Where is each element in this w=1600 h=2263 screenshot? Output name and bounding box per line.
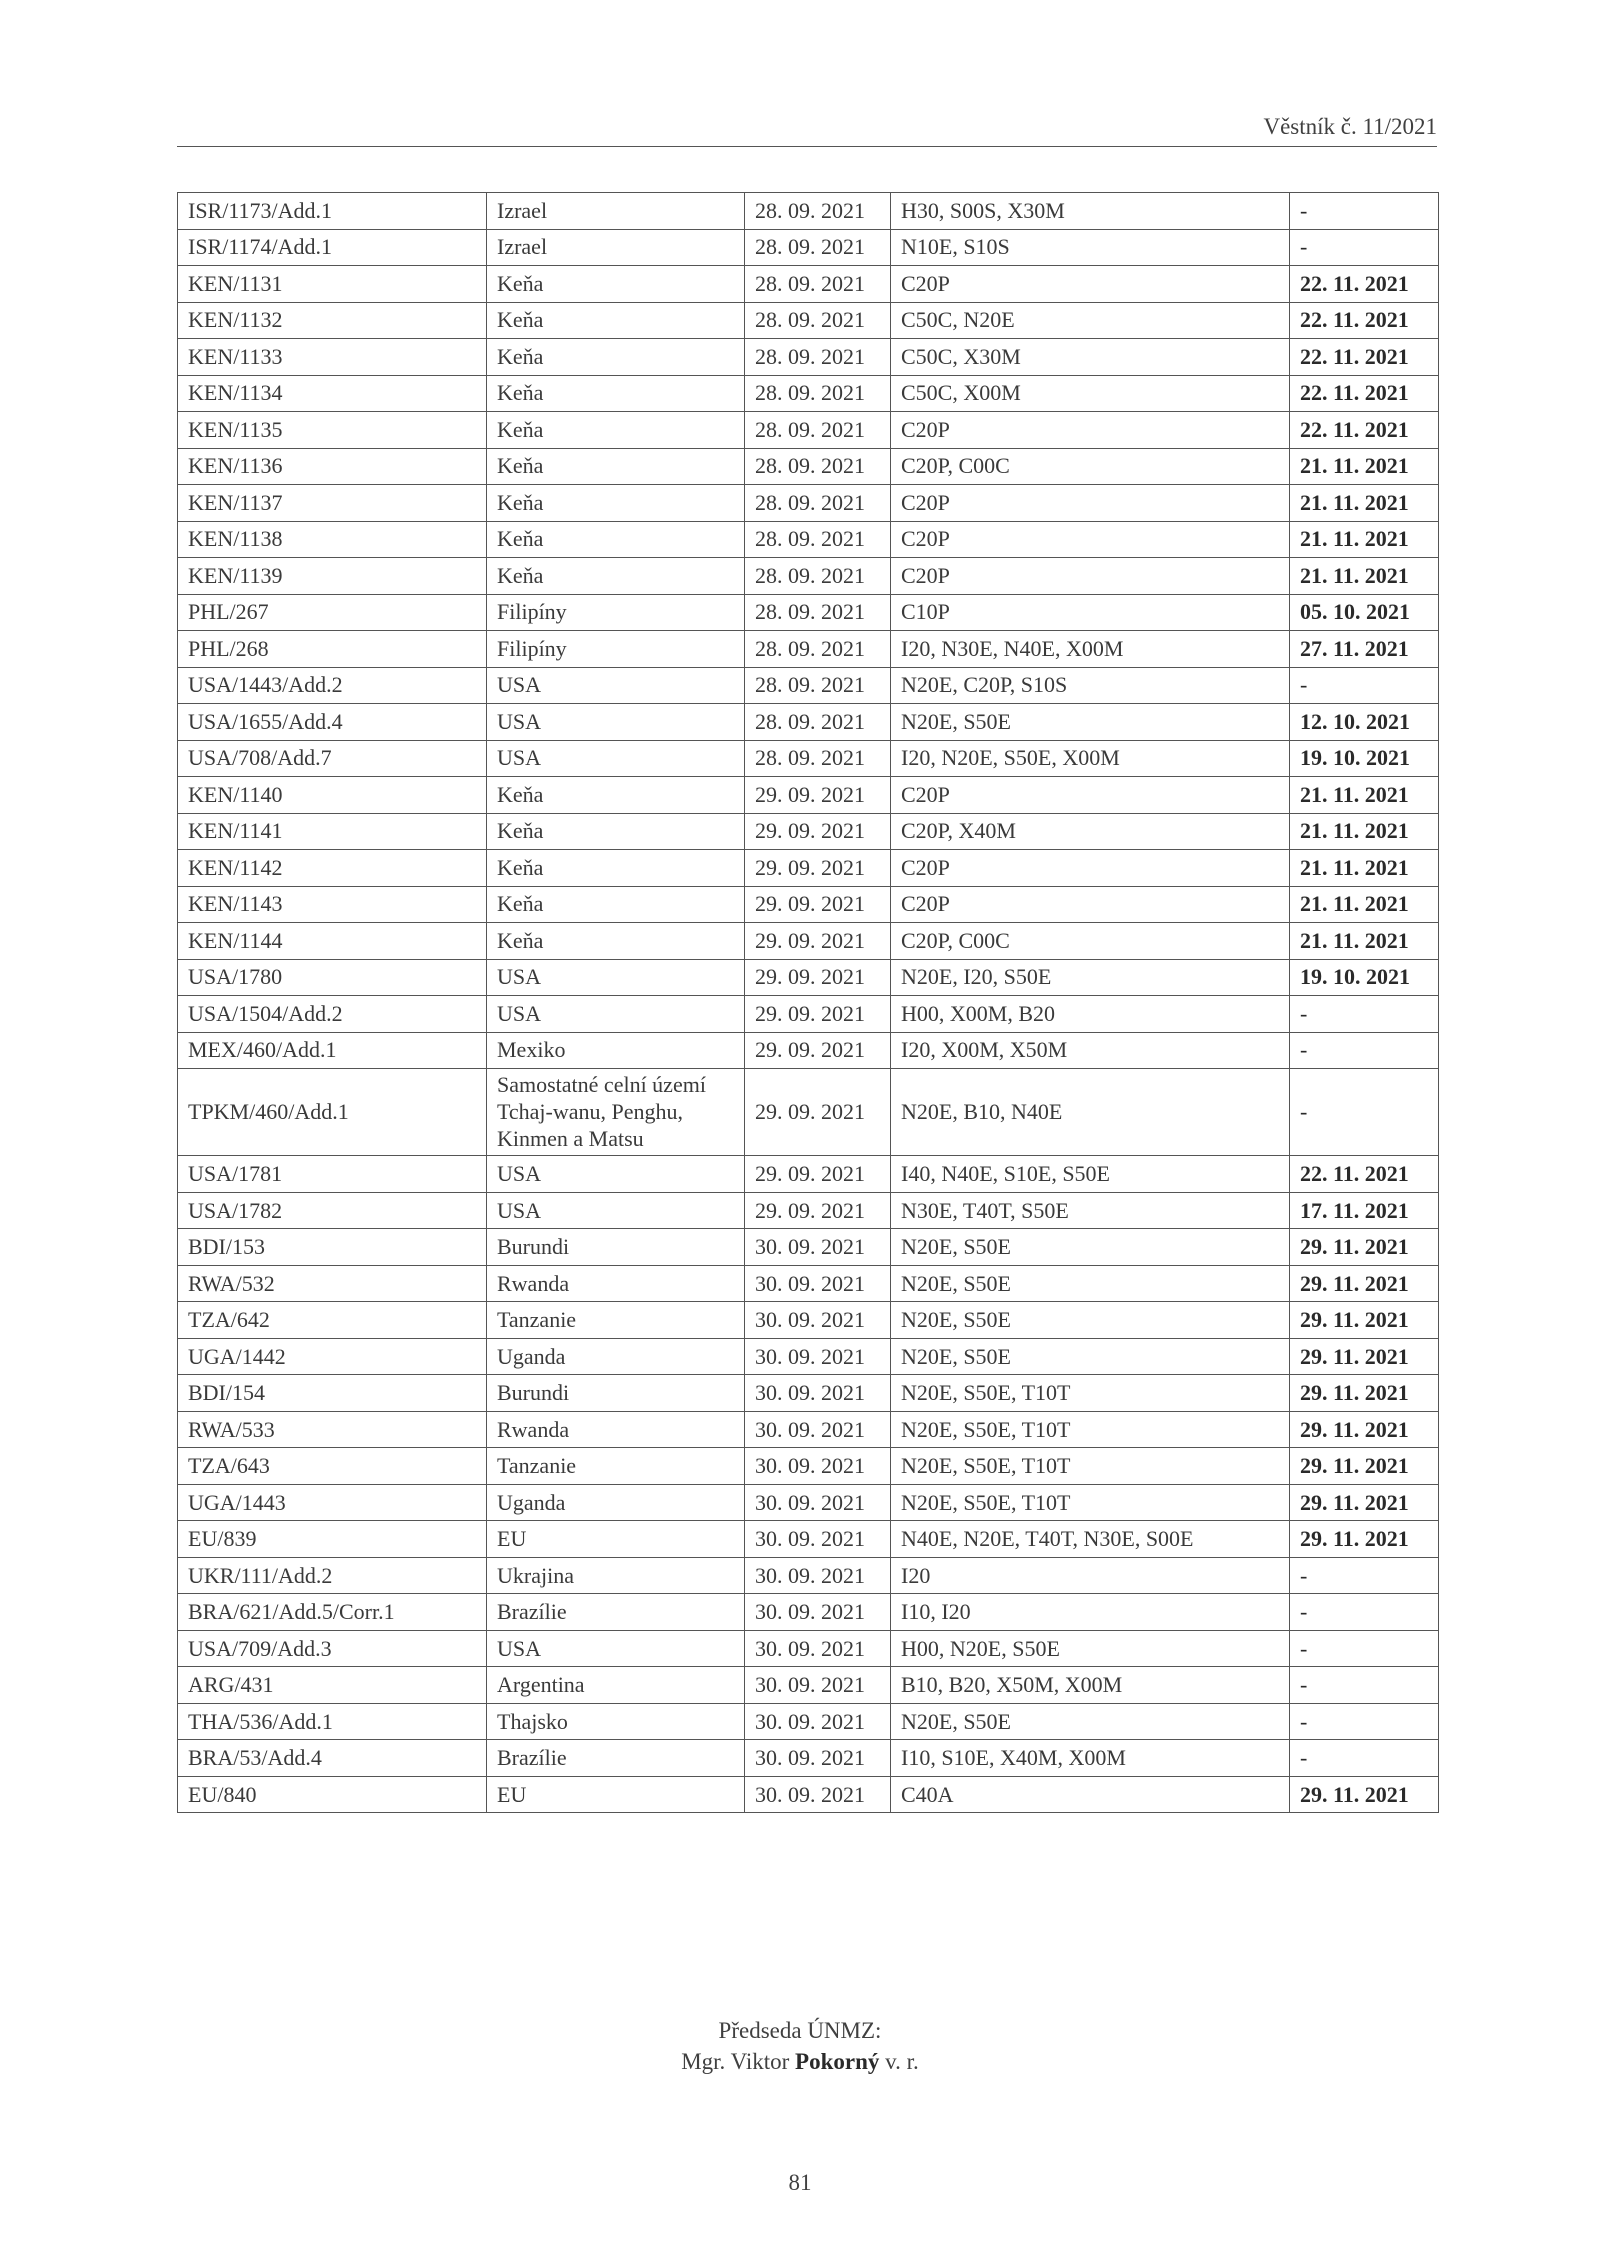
notification-id-cell: ISR/1174/Add.1 bbox=[178, 229, 487, 266]
table-row bbox=[178, 1375, 1439, 1412]
date-cell: 28. 09. 2021 bbox=[745, 193, 891, 230]
country-cell: Rwanda bbox=[487, 1411, 745, 1448]
deadline-cell: - bbox=[1290, 1594, 1439, 1631]
codes-cell: N40E, N20E, T40T, N30E, S00E bbox=[891, 1521, 1290, 1558]
country-cell: Keňa bbox=[487, 777, 745, 814]
deadline-cell: 29. 11. 2021 bbox=[1290, 1448, 1439, 1485]
table-row bbox=[178, 1594, 1439, 1631]
codes-cell: C50C, X00M bbox=[891, 375, 1290, 412]
deadline-cell: 29. 11. 2021 bbox=[1290, 1229, 1439, 1266]
country-cell: USA bbox=[487, 1192, 745, 1229]
table-row bbox=[178, 667, 1439, 704]
country-cell: Keňa bbox=[487, 448, 745, 485]
date-cell: 28. 09. 2021 bbox=[745, 704, 891, 741]
codes-cell: C40A bbox=[891, 1776, 1290, 1813]
notification-id-cell: KEN/1134 bbox=[178, 375, 487, 412]
notification-id-cell: KEN/1135 bbox=[178, 412, 487, 449]
date-cell: 28. 09. 2021 bbox=[745, 412, 891, 449]
table-row bbox=[178, 1411, 1439, 1448]
signature-name-suffix: v. r. bbox=[885, 2049, 919, 2075]
date-cell: 28. 09. 2021 bbox=[745, 558, 891, 595]
table-row bbox=[178, 777, 1439, 814]
table-row bbox=[178, 339, 1439, 376]
date-cell: 28. 09. 2021 bbox=[745, 339, 891, 376]
codes-cell: B10, B20, X50M, X00M bbox=[891, 1667, 1290, 1704]
codes-cell: C20P bbox=[891, 521, 1290, 558]
date-cell: 30. 09. 2021 bbox=[745, 1776, 891, 1813]
deadline-cell: 29. 11. 2021 bbox=[1290, 1411, 1439, 1448]
codes-cell: N20E, S50E bbox=[891, 1265, 1290, 1302]
date-cell: 30. 09. 2021 bbox=[745, 1521, 891, 1558]
table-row bbox=[178, 1338, 1439, 1375]
date-cell: 28. 09. 2021 bbox=[745, 266, 891, 303]
notification-id-cell: EU/839 bbox=[178, 1521, 487, 1558]
country-cell: Keňa bbox=[487, 850, 745, 887]
signature-block bbox=[0, 2015, 1600, 2077]
country-cell: Mexiko bbox=[487, 1032, 745, 1069]
date-cell: 30. 09. 2021 bbox=[745, 1448, 891, 1485]
date-cell: 28. 09. 2021 bbox=[745, 375, 891, 412]
country-cell: Izrael bbox=[487, 193, 745, 230]
table-row bbox=[178, 375, 1439, 412]
deadline-cell: 29. 11. 2021 bbox=[1290, 1302, 1439, 1339]
codes-cell: N20E, B10, N40E bbox=[891, 1069, 1290, 1156]
notification-id-cell: BRA/53/Add.4 bbox=[178, 1740, 487, 1777]
country-cell: EU bbox=[487, 1521, 745, 1558]
table-row bbox=[178, 850, 1439, 887]
deadline-cell: 29. 11. 2021 bbox=[1290, 1338, 1439, 1375]
codes-cell: N20E, C20P, S10S bbox=[891, 667, 1290, 704]
codes-cell: C10P bbox=[891, 594, 1290, 631]
deadline-cell: 21. 11. 2021 bbox=[1290, 448, 1439, 485]
deadline-cell: 21. 11. 2021 bbox=[1290, 558, 1439, 595]
codes-cell: I10, S10E, X40M, X00M bbox=[891, 1740, 1290, 1777]
deadline-cell: 21. 11. 2021 bbox=[1290, 850, 1439, 887]
country-cell: Keňa bbox=[487, 886, 745, 923]
table-row bbox=[178, 1302, 1439, 1339]
deadline-cell: 29. 11. 2021 bbox=[1290, 1375, 1439, 1412]
date-cell: 30. 09. 2021 bbox=[745, 1703, 891, 1740]
deadline-cell: 29. 11. 2021 bbox=[1290, 1521, 1439, 1558]
codes-cell: H00, N20E, S50E bbox=[891, 1630, 1290, 1667]
notification-id-cell: USA/1655/Add.4 bbox=[178, 704, 487, 741]
table-row bbox=[178, 1448, 1439, 1485]
date-cell: 30. 09. 2021 bbox=[745, 1557, 891, 1594]
table-row bbox=[178, 1557, 1439, 1594]
country-cell: Uganda bbox=[487, 1338, 745, 1375]
codes-cell: I20, N30E, N40E, X00M bbox=[891, 631, 1290, 668]
table-row bbox=[178, 996, 1439, 1033]
notification-id-cell: KEN/1140 bbox=[178, 777, 487, 814]
deadline-cell: 22. 11. 2021 bbox=[1290, 339, 1439, 376]
notification-id-cell: ISR/1173/Add.1 bbox=[178, 193, 487, 230]
notifications-table bbox=[177, 192, 1439, 1813]
country-cell: Keňa bbox=[487, 813, 745, 850]
country-cell: Keňa bbox=[487, 521, 745, 558]
notification-id-cell: USA/1782 bbox=[178, 1192, 487, 1229]
deadline-cell: 21. 11. 2021 bbox=[1290, 923, 1439, 960]
date-cell: 29. 09. 2021 bbox=[745, 777, 891, 814]
deadline-cell: - bbox=[1290, 996, 1439, 1033]
codes-cell: N20E, S50E, T10T bbox=[891, 1448, 1290, 1485]
journal-title: Věstník č. 11/2021 bbox=[1263, 114, 1437, 139]
date-cell: 28. 09. 2021 bbox=[745, 485, 891, 522]
country-cell: Keňa bbox=[487, 266, 745, 303]
deadline-cell: - bbox=[1290, 667, 1439, 704]
notification-id-cell: USA/1504/Add.2 bbox=[178, 996, 487, 1033]
country-cell: Keňa bbox=[487, 558, 745, 595]
notification-id-cell: KEN/1144 bbox=[178, 923, 487, 960]
table-row bbox=[178, 229, 1439, 266]
codes-cell: H00, X00M, B20 bbox=[891, 996, 1290, 1033]
date-cell: 30. 09. 2021 bbox=[745, 1484, 891, 1521]
deadline-cell: 21. 11. 2021 bbox=[1290, 485, 1439, 522]
codes-cell: N30E, T40T, S50E bbox=[891, 1192, 1290, 1229]
codes-cell: C20P bbox=[891, 777, 1290, 814]
country-cell: USA bbox=[487, 1630, 745, 1667]
codes-cell: C20P bbox=[891, 850, 1290, 887]
codes-cell: C20P bbox=[891, 412, 1290, 449]
codes-cell: H30, S00S, X30M bbox=[891, 193, 1290, 230]
deadline-cell: - bbox=[1290, 1630, 1439, 1667]
date-cell: 30. 09. 2021 bbox=[745, 1229, 891, 1266]
notification-id-cell: KEN/1132 bbox=[178, 302, 487, 339]
date-cell: 29. 09. 2021 bbox=[745, 850, 891, 887]
date-cell: 29. 09. 2021 bbox=[745, 996, 891, 1033]
codes-cell: N20E, S50E bbox=[891, 1302, 1290, 1339]
notification-id-cell: USA/709/Add.3 bbox=[178, 1630, 487, 1667]
notification-id-cell: KEN/1137 bbox=[178, 485, 487, 522]
date-cell: 28. 09. 2021 bbox=[745, 594, 891, 631]
country-cell: Keňa bbox=[487, 339, 745, 376]
deadline-cell: 12. 10. 2021 bbox=[1290, 704, 1439, 741]
codes-cell: C20P bbox=[891, 558, 1290, 595]
deadline-cell: - bbox=[1290, 1703, 1439, 1740]
codes-cell: N20E, S50E, T10T bbox=[891, 1375, 1290, 1412]
table-row bbox=[178, 959, 1439, 996]
notification-id-cell: KEN/1141 bbox=[178, 813, 487, 850]
signature-role: Předseda ÚNMZ: bbox=[718, 2018, 882, 2043]
notification-id-cell: UKR/111/Add.2 bbox=[178, 1557, 487, 1594]
date-cell: 29. 09. 2021 bbox=[745, 813, 891, 850]
table-row bbox=[178, 1740, 1439, 1777]
notification-id-cell: RWA/532 bbox=[178, 1265, 487, 1302]
notification-id-cell: KEN/1138 bbox=[178, 521, 487, 558]
notification-id-cell: KEN/1131 bbox=[178, 266, 487, 303]
notification-id-cell: ARG/431 bbox=[178, 1667, 487, 1704]
notification-id-cell: TZA/642 bbox=[178, 1302, 487, 1339]
notification-id-cell: UGA/1443 bbox=[178, 1484, 487, 1521]
table-row bbox=[178, 813, 1439, 850]
country-cell: EU bbox=[487, 1776, 745, 1813]
country-cell: Burundi bbox=[487, 1229, 745, 1266]
date-cell: 28. 09. 2021 bbox=[745, 448, 891, 485]
notification-id-cell: KEN/1139 bbox=[178, 558, 487, 595]
country-cell: Filipíny bbox=[487, 631, 745, 668]
country-cell: Keňa bbox=[487, 302, 745, 339]
deadline-cell: 22. 11. 2021 bbox=[1290, 412, 1439, 449]
codes-cell: C20P bbox=[891, 266, 1290, 303]
codes-cell: N20E, S50E bbox=[891, 704, 1290, 741]
codes-cell: N20E, S50E, T10T bbox=[891, 1484, 1290, 1521]
notification-id-cell: KEN/1143 bbox=[178, 886, 487, 923]
date-cell: 30. 09. 2021 bbox=[745, 1667, 891, 1704]
signature-name-prefix: Mgr. Viktor bbox=[681, 2049, 790, 2075]
table-row bbox=[178, 1265, 1439, 1302]
country-cell: Burundi bbox=[487, 1375, 745, 1412]
notification-id-cell: USA/708/Add.7 bbox=[178, 740, 487, 777]
table-row bbox=[178, 1229, 1439, 1266]
codes-cell: I40, N40E, S10E, S50E bbox=[891, 1156, 1290, 1193]
deadline-cell: - bbox=[1290, 1557, 1439, 1594]
date-cell: 29. 09. 2021 bbox=[745, 1192, 891, 1229]
date-cell: 29. 09. 2021 bbox=[745, 886, 891, 923]
codes-cell: N20E, S50E, T10T bbox=[891, 1411, 1290, 1448]
date-cell: 28. 09. 2021 bbox=[745, 521, 891, 558]
notification-id-cell: MEX/460/Add.1 bbox=[178, 1032, 487, 1069]
notification-id-cell: THA/536/Add.1 bbox=[178, 1703, 487, 1740]
table-row bbox=[178, 485, 1439, 522]
table-row bbox=[178, 1776, 1439, 1813]
codes-cell: N20E, S50E bbox=[891, 1703, 1290, 1740]
codes-cell: N20E, S50E bbox=[891, 1338, 1290, 1375]
deadline-cell: 21. 11. 2021 bbox=[1290, 777, 1439, 814]
notification-id-cell: PHL/268 bbox=[178, 631, 487, 668]
deadline-cell: - bbox=[1290, 193, 1439, 230]
deadline-cell: 19. 10. 2021 bbox=[1290, 740, 1439, 777]
notification-id-cell: KEN/1142 bbox=[178, 850, 487, 887]
table-row bbox=[178, 193, 1439, 230]
codes-cell: I20 bbox=[891, 1557, 1290, 1594]
table-row bbox=[178, 886, 1439, 923]
codes-cell: C50C, N20E bbox=[891, 302, 1290, 339]
deadline-cell: 29. 11. 2021 bbox=[1290, 1265, 1439, 1302]
country-cell: Samostatné celní území Tchaj-wanu, Penghu, Kinmen a Matsu bbox=[487, 1069, 745, 1156]
notification-id-cell: BDI/153 bbox=[178, 1229, 487, 1266]
codes-cell: C20P, C00C bbox=[891, 448, 1290, 485]
date-cell: 29. 09. 2021 bbox=[745, 923, 891, 960]
notification-id-cell: USA/1781 bbox=[178, 1156, 487, 1193]
deadline-cell: 19. 10. 2021 bbox=[1290, 959, 1439, 996]
country-cell: Keňa bbox=[487, 375, 745, 412]
deadline-cell: - bbox=[1290, 1032, 1439, 1069]
date-cell: 30. 09. 2021 bbox=[745, 1375, 891, 1412]
date-cell: 28. 09. 2021 bbox=[745, 229, 891, 266]
country-cell: USA bbox=[487, 996, 745, 1033]
date-cell: 28. 09. 2021 bbox=[745, 740, 891, 777]
notification-id-cell: KEN/1133 bbox=[178, 339, 487, 376]
deadline-cell: - bbox=[1290, 229, 1439, 266]
table-row bbox=[178, 631, 1439, 668]
table-row bbox=[178, 704, 1439, 741]
table-body bbox=[178, 193, 1439, 1813]
deadline-cell: 29. 11. 2021 bbox=[1290, 1484, 1439, 1521]
deadline-cell: 22. 11. 2021 bbox=[1290, 266, 1439, 303]
notification-id-cell: KEN/1136 bbox=[178, 448, 487, 485]
date-cell: 30. 09. 2021 bbox=[745, 1265, 891, 1302]
deadline-cell: - bbox=[1290, 1740, 1439, 1777]
codes-cell: C50C, X30M bbox=[891, 339, 1290, 376]
table-row bbox=[178, 1667, 1439, 1704]
country-cell: Keňa bbox=[487, 923, 745, 960]
deadline-cell: 27. 11. 2021 bbox=[1290, 631, 1439, 668]
notification-id-cell: PHL/267 bbox=[178, 594, 487, 631]
notification-id-cell: RWA/533 bbox=[178, 1411, 487, 1448]
country-cell: Brazílie bbox=[487, 1594, 745, 1631]
date-cell: 30. 09. 2021 bbox=[745, 1630, 891, 1667]
table-row bbox=[178, 1156, 1439, 1193]
codes-cell: C20P bbox=[891, 886, 1290, 923]
page-number: 81 bbox=[788, 2170, 812, 2195]
country-cell: Rwanda bbox=[487, 1265, 745, 1302]
country-cell: Filipíny bbox=[487, 594, 745, 631]
date-cell: 30. 09. 2021 bbox=[745, 1338, 891, 1375]
country-cell: USA bbox=[487, 740, 745, 777]
date-cell: 29. 09. 2021 bbox=[745, 1156, 891, 1193]
deadline-cell: 21. 11. 2021 bbox=[1290, 521, 1439, 558]
notification-id-cell: TZA/643 bbox=[178, 1448, 487, 1485]
country-cell: Tanzanie bbox=[487, 1448, 745, 1485]
codes-cell: I10, I20 bbox=[891, 1594, 1290, 1631]
country-cell: Keňa bbox=[487, 412, 745, 449]
date-cell: 29. 09. 2021 bbox=[745, 1069, 891, 1156]
codes-cell: I20, X00M, X50M bbox=[891, 1032, 1290, 1069]
country-cell: Thajsko bbox=[487, 1703, 745, 1740]
date-cell: 29. 09. 2021 bbox=[745, 1032, 891, 1069]
date-cell: 30. 09. 2021 bbox=[745, 1740, 891, 1777]
date-cell: 28. 09. 2021 bbox=[745, 667, 891, 704]
table-row bbox=[178, 1192, 1439, 1229]
notification-id-cell: USA/1780 bbox=[178, 959, 487, 996]
codes-cell: C20P, X40M bbox=[891, 813, 1290, 850]
deadline-cell: 22. 11. 2021 bbox=[1290, 375, 1439, 412]
table-row bbox=[178, 558, 1439, 595]
table-row bbox=[178, 1032, 1439, 1069]
country-cell: Ukrajina bbox=[487, 1557, 745, 1594]
country-cell: USA bbox=[487, 667, 745, 704]
country-cell: USA bbox=[487, 959, 745, 996]
table-row bbox=[178, 1069, 1439, 1156]
deadline-cell: 22. 11. 2021 bbox=[1290, 1156, 1439, 1193]
date-cell: 28. 09. 2021 bbox=[745, 631, 891, 668]
country-cell: USA bbox=[487, 704, 745, 741]
table-row bbox=[178, 1703, 1439, 1740]
notification-id-cell: BRA/621/Add.5/Corr.1 bbox=[178, 1594, 487, 1631]
deadline-cell: - bbox=[1290, 1667, 1439, 1704]
country-cell: Brazílie bbox=[487, 1740, 745, 1777]
notification-id-cell: EU/840 bbox=[178, 1776, 487, 1813]
deadline-cell: - bbox=[1290, 1069, 1439, 1156]
codes-cell: I20, N20E, S50E, X00M bbox=[891, 740, 1290, 777]
codes-cell: C20P bbox=[891, 485, 1290, 522]
table-row bbox=[178, 448, 1439, 485]
table-row bbox=[178, 521, 1439, 558]
table-row bbox=[178, 302, 1439, 339]
date-cell: 30. 09. 2021 bbox=[745, 1302, 891, 1339]
notification-id-cell: USA/1443/Add.2 bbox=[178, 667, 487, 704]
table-row bbox=[178, 594, 1439, 631]
table-row bbox=[178, 740, 1439, 777]
country-cell: Uganda bbox=[487, 1484, 745, 1521]
deadline-cell: 21. 11. 2021 bbox=[1290, 813, 1439, 850]
deadline-cell: 29. 11. 2021 bbox=[1290, 1776, 1439, 1813]
table-row bbox=[178, 412, 1439, 449]
country-cell: Tanzanie bbox=[487, 1302, 745, 1339]
table-row bbox=[178, 1484, 1439, 1521]
deadline-cell: 17. 11. 2021 bbox=[1290, 1192, 1439, 1229]
table-row bbox=[178, 923, 1439, 960]
country-cell: USA bbox=[487, 1156, 745, 1193]
codes-cell: N20E, I20, S50E bbox=[891, 959, 1290, 996]
codes-cell: C20P, C00C bbox=[891, 923, 1290, 960]
table-row bbox=[178, 1630, 1439, 1667]
deadline-cell: 22. 11. 2021 bbox=[1290, 302, 1439, 339]
deadline-cell: 05. 10. 2021 bbox=[1290, 594, 1439, 631]
date-cell: 29. 09. 2021 bbox=[745, 959, 891, 996]
notification-id-cell: UGA/1442 bbox=[178, 1338, 487, 1375]
country-cell: Argentina bbox=[487, 1667, 745, 1704]
codes-cell: N10E, S10S bbox=[891, 229, 1290, 266]
signature-name bbox=[0, 2046, 1600, 2077]
date-cell: 28. 09. 2021 bbox=[745, 302, 891, 339]
deadline-cell: 21. 11. 2021 bbox=[1290, 886, 1439, 923]
date-cell: 30. 09. 2021 bbox=[745, 1594, 891, 1631]
signature-surname: Pokorný bbox=[795, 2049, 880, 2075]
notification-id-cell: TPKM/460/Add.1 bbox=[178, 1069, 487, 1156]
page-header bbox=[177, 108, 1437, 147]
country-cell: Izrael bbox=[487, 229, 745, 266]
codes-cell: N20E, S50E bbox=[891, 1229, 1290, 1266]
date-cell: 30. 09. 2021 bbox=[745, 1411, 891, 1448]
country-cell: Keňa bbox=[487, 485, 745, 522]
table-row bbox=[178, 266, 1439, 303]
notification-id-cell: BDI/154 bbox=[178, 1375, 487, 1412]
table-row bbox=[178, 1521, 1439, 1558]
